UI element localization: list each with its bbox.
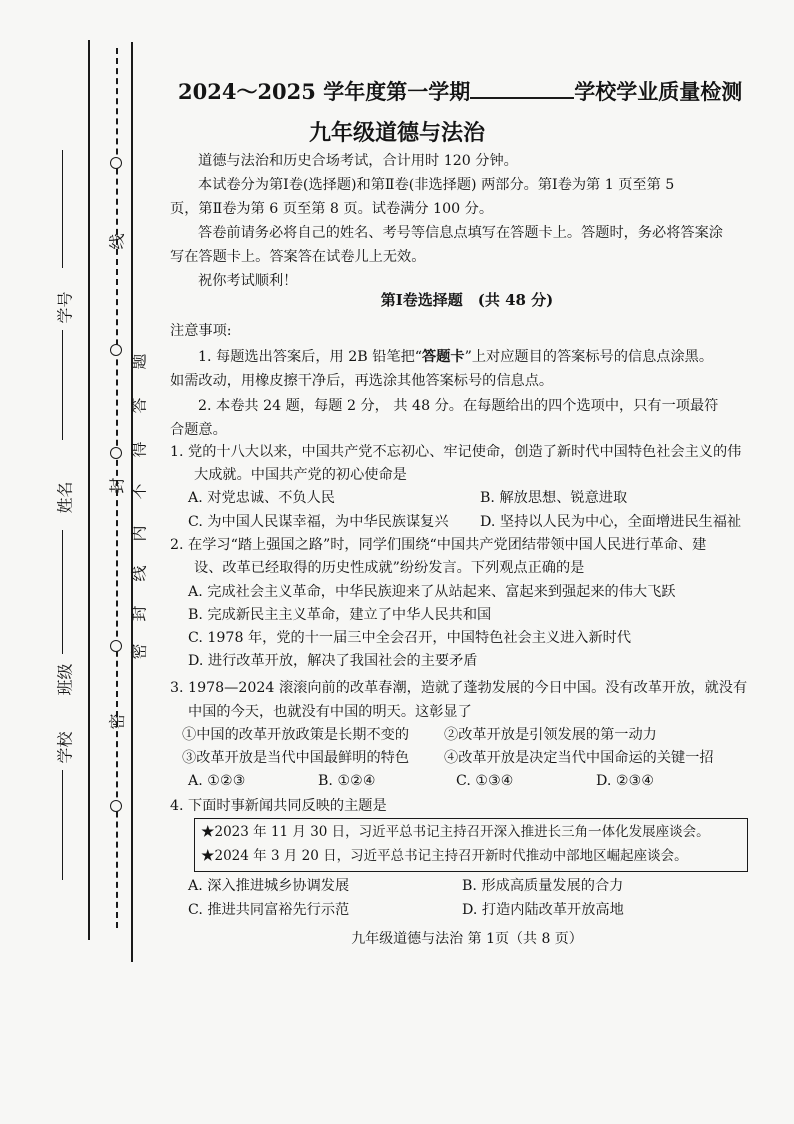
q3-option-c: C. ①③④: [456, 773, 514, 789]
q3-statement-4: ④改革开放是决定当代中国命运的关键一招: [444, 750, 714, 766]
field-xuexiao-label: 学校: [55, 731, 75, 764]
q3-statement-1: ①中国的改革开放政策是长期不变的: [182, 727, 410, 743]
seal-char-feng: 封: [129, 605, 149, 622]
binding-hole-1: [110, 157, 122, 169]
seal-char-nei: 内: [129, 525, 149, 542]
field-xingming-label: 姓名: [55, 481, 75, 514]
q3-stem-2: 中国的今天，也就没有中国的明天。这彰显了: [188, 704, 472, 720]
q3-option-a: A. ①②③: [188, 773, 246, 789]
intro-line-1: 道德与法治和历史合场考试，合计用时 120 分钟。: [198, 153, 518, 169]
q1-option-c: C. 为中国人民谋幸福，为中华民族谋复兴: [188, 514, 449, 530]
field-xuexiao-blank-2[interactable]: [62, 770, 63, 880]
binding-inner-line: [131, 42, 133, 962]
seal-char-de: 得: [129, 441, 149, 458]
seal-char-mi: 密: [129, 643, 149, 660]
binding-outer-line: [88, 40, 90, 940]
q1-option-d: D. 坚持以人民为中心，全面增进民生福祉: [480, 514, 742, 530]
intro-line-3: 页，第Ⅱ卷为第 6 页至第 8 页。试卷满分 100 分。: [170, 201, 494, 217]
note-1-line-2: 如需改动，用橡皮擦干净后，再选涂其他答案标号的信息点。: [170, 373, 554, 389]
seal-char-da: 答: [129, 397, 149, 414]
title-right: 学校学业质量检测: [574, 79, 743, 104]
field-xuexiao-blank-1[interactable]: [62, 594, 63, 654]
notes-heading: 注意事项:: [170, 323, 232, 339]
line-label-feng: 封: [107, 477, 127, 494]
binding-hole-2: [110, 344, 122, 356]
q4-option-d: D. 打造内陆改革开放高地: [462, 902, 624, 918]
q4-option-a: A. 深入推进城乡协调发展: [188, 878, 350, 894]
q4-news-box: [194, 818, 748, 872]
q3-option-d: D. ②③④: [596, 773, 655, 789]
page-footer: 九年级道德与法治 第 1页（共 8 页）: [351, 931, 583, 947]
q1-option-a: A. 对党忠诚、不负人民: [188, 490, 335, 506]
q2-option-a: A. 完成社会主义革命，中华民族迎来了从站起来、富起来到强起来的伟大飞跃: [188, 584, 676, 600]
note-2-line-1: 2. 本卷共 24 题，每题 2 分， 共 48 分。在每题给出的四个选项中，只有一项最符: [198, 398, 719, 414]
note-1-line-1: [198, 345, 713, 369]
q2-option-d: D. 进行改革开放，解决了我国社会的主要矛盾: [188, 653, 478, 669]
q1-stem-2: 大成就。中国共产党的初心使命是: [194, 467, 407, 483]
note-1-post: ”上对应题目的答案标号的信息点涂黑。: [464, 349, 714, 365]
intro-line-2: 本试卷分为第Ⅰ卷(选择题)和第Ⅱ卷(非选择题) 两部分。第Ⅰ卷为第 1 页至第 5: [198, 177, 675, 193]
field-xuehao-label: 学号: [55, 291, 75, 324]
note-2-line-2: 合题意。: [170, 422, 227, 438]
intro-line-6: 祝你考试顺利！: [198, 273, 298, 289]
field-banji-label: 班级: [55, 663, 75, 696]
q4-news-2: ★2024 年 3 月 20 日，习近平总书记主持召开新时代推动中部地区崛起座谈会。: [201, 848, 688, 864]
q2-stem-1: 2. 在学习“踏上强国之路”时，同学们围绕“中国共产党团结带领中国人民进行革命、建: [170, 537, 707, 553]
binding-hole-4: [110, 640, 122, 652]
binding-hole-3: [110, 447, 122, 459]
q4-option-b: B. 形成高质量发展的合力: [462, 878, 624, 894]
page-title: [178, 76, 758, 106]
seal-char-ti: 题: [129, 353, 149, 370]
intro-line-4: 答卷前请务必将自己的姓名、考号等信息点填写在答题卡上。答题时，务必将答案涂: [198, 225, 723, 241]
q1-stem-1: 1. 党的十八大以来，中国共产党不忘初心、牢记使命，创造了新时代中国特色社会主义的伟: [170, 444, 742, 460]
note-1-pre: 1. 每题选出答案后，用 2B 铅笔把“: [198, 349, 423, 365]
q2-stem-2: 设、改革已经取得的历史性成就”纷纷发言。下列观点正确的是: [194, 560, 585, 576]
page-subtitle: 九年级道德与法治: [308, 120, 485, 146]
line-label-mi: 密: [107, 713, 127, 730]
field-xuehao-blank[interactable]: [62, 150, 63, 268]
q3-stem-1: 3. 1978—2024 滚滚向前的改革春潮，造就了蓬勃发展的今日中国。没有改革开放，就没有: [170, 680, 748, 696]
q4-stem: 4. 下面时事新闻共同反映的主题是: [170, 798, 387, 814]
school-name-blank[interactable]: [470, 79, 574, 99]
title-left: 2024～2025 学年度第一学期: [178, 79, 471, 104]
line-label-xian: 线: [107, 233, 127, 250]
q3-statement-2: ②改革开放是引领发展的第一动力: [444, 727, 657, 743]
field-xingming-blank[interactable]: [62, 330, 63, 440]
note-1-bold: 答题卡: [422, 349, 465, 365]
binding-hole-5: [110, 800, 122, 812]
q3-option-b: B. ①②④: [318, 773, 376, 789]
section-title: 第Ⅰ卷选择题 (共 48 分): [380, 291, 554, 309]
seal-char-xian: 线: [129, 565, 149, 582]
q3-statement-3: ③改革开放是当代中国最鲜明的特色: [182, 750, 410, 766]
q4-news-1: ★2023 年 11 月 30 日，习近平总书记主持召开深入推进长三角一体化发展座谈会。: [201, 824, 710, 840]
q1-option-b: B. 解放思想、锐意进取: [480, 490, 628, 506]
q4-option-c: C. 推进共同富裕先行示范: [188, 902, 350, 918]
seal-char-bu: 不: [129, 483, 149, 500]
q2-option-c: C. 1978 年，党的十一届三中全会召开，中国特色社会主义进入新时代: [188, 630, 632, 646]
intro-line-5: 写在答题卡上。答案答在试卷儿上无效。: [170, 249, 426, 265]
q2-option-b: B. 完成新民主主义革命，建立了中华人民共和国: [188, 607, 492, 623]
